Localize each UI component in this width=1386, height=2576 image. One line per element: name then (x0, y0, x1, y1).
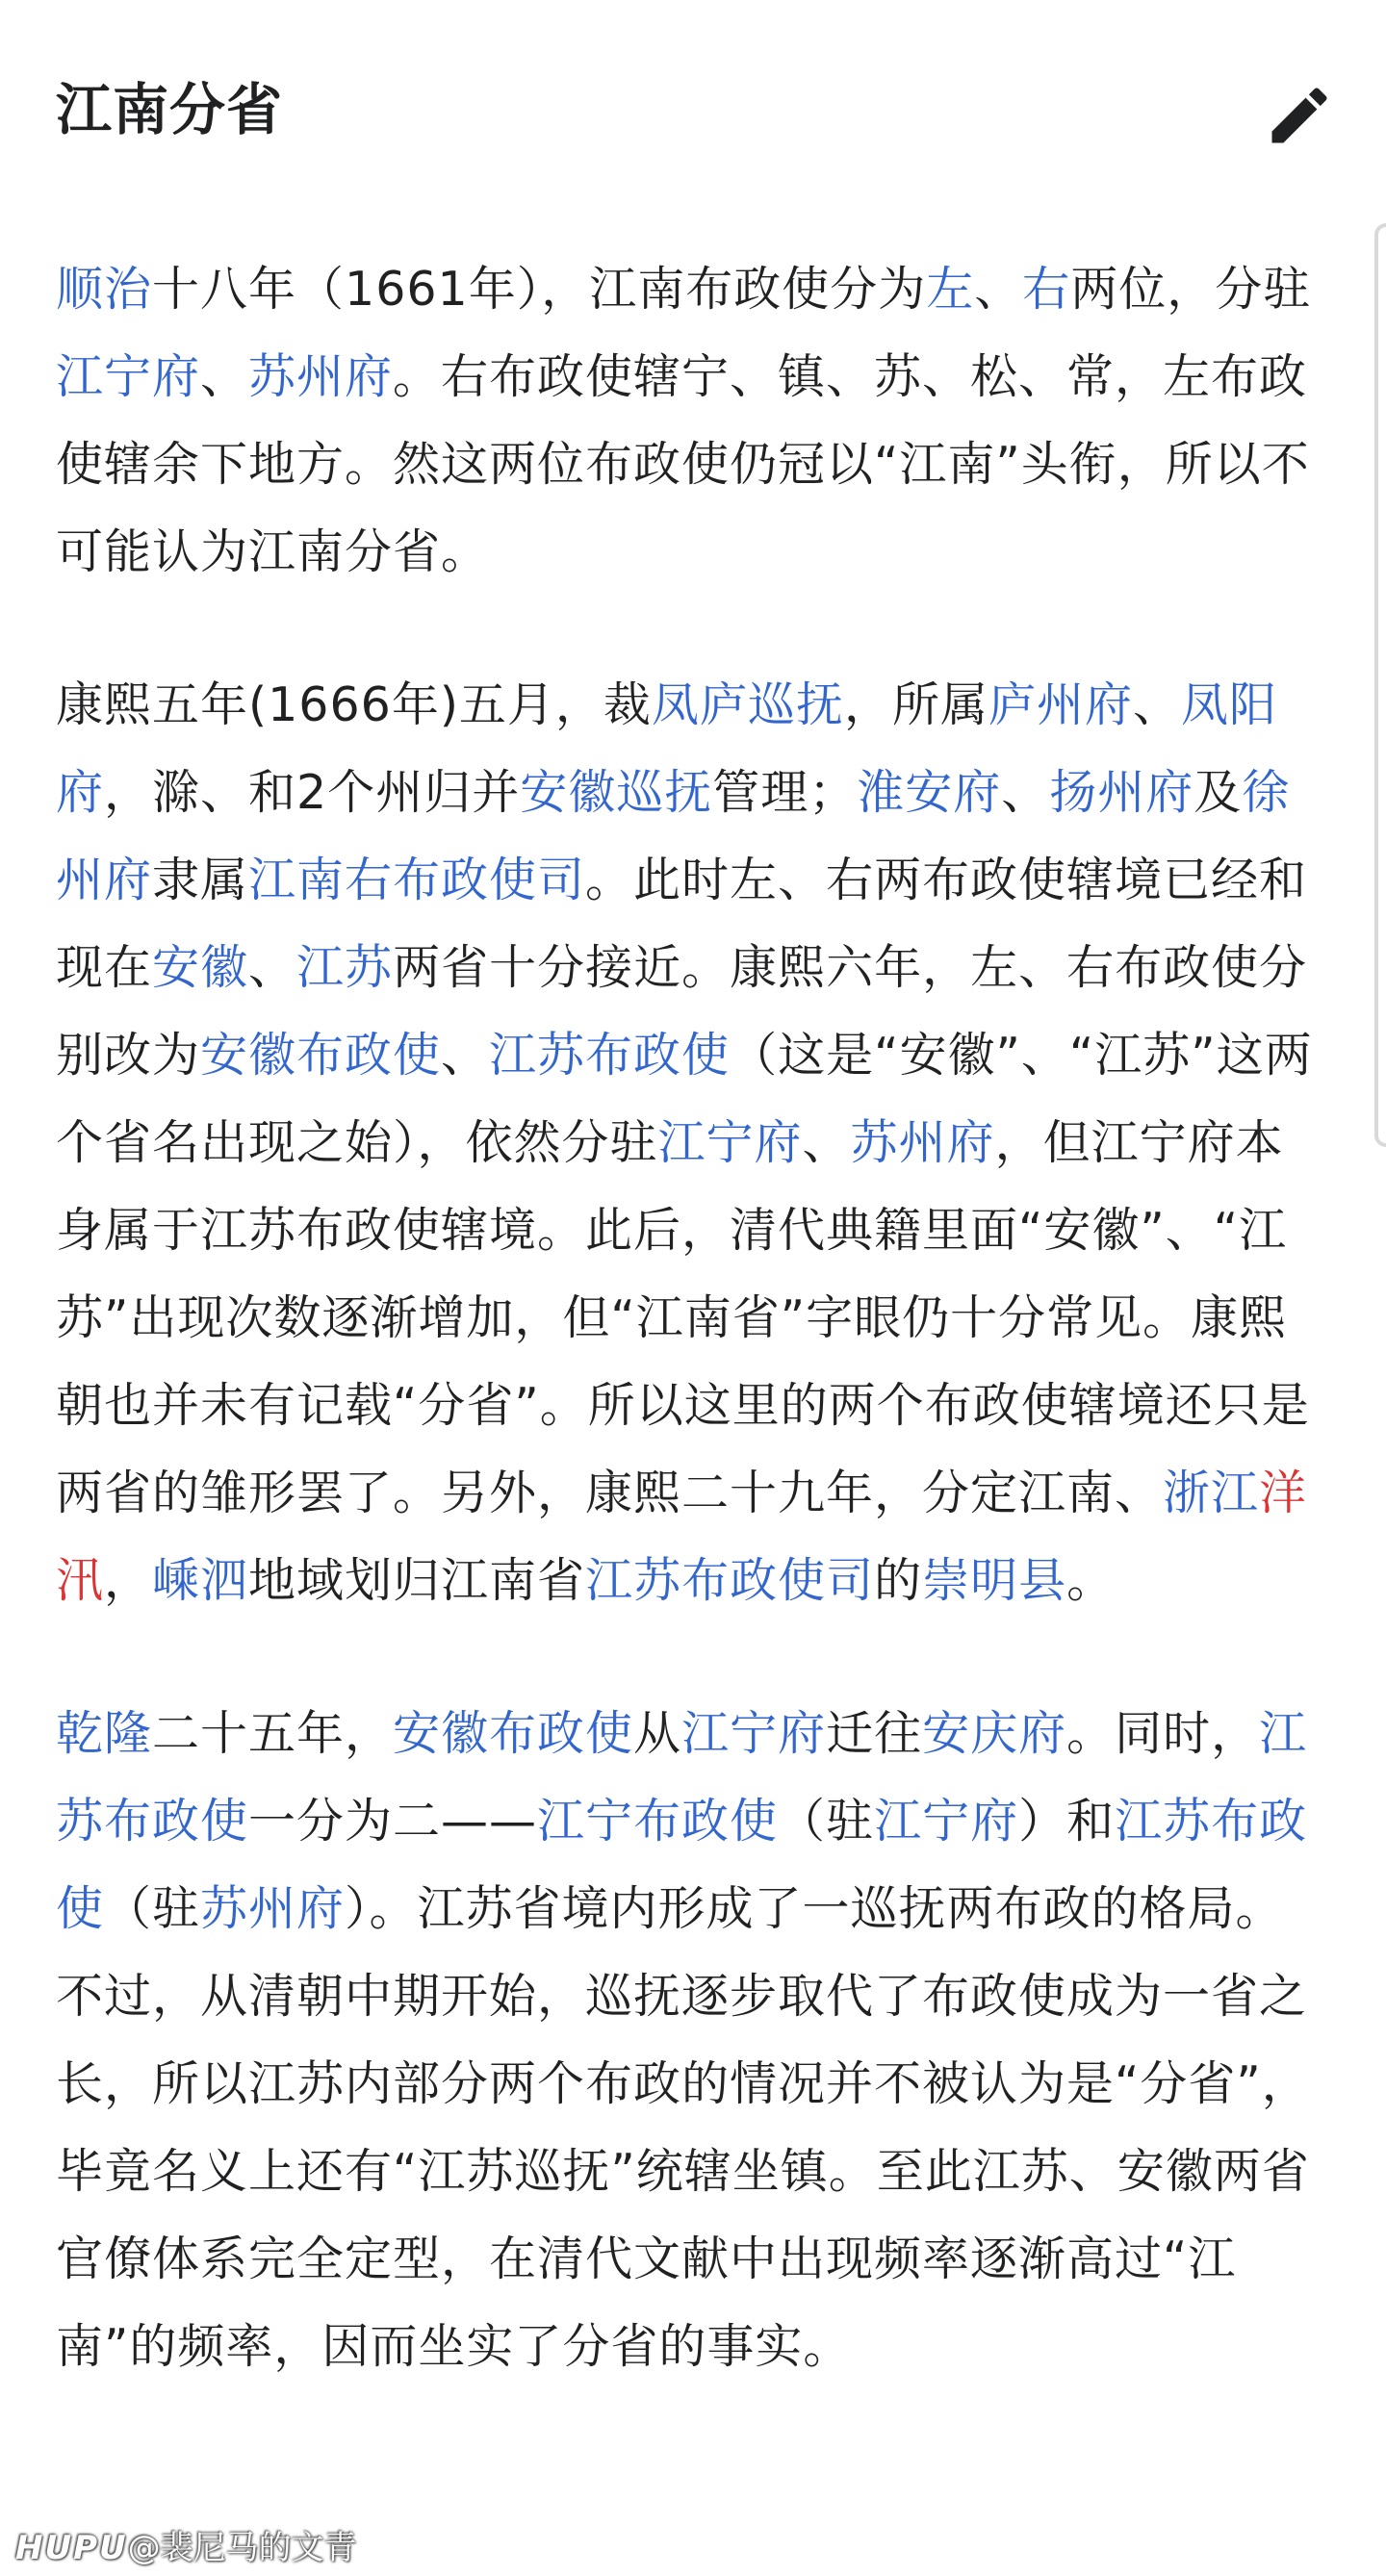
article-link[interactable]: 江宁府 (657, 1115, 803, 1170)
paragraph-shunzhi (56, 245, 1331, 596)
article-link[interactable]: 江宁府 (56, 349, 201, 404)
article-text: 、 (1132, 677, 1181, 732)
article-content (56, 245, 1331, 2456)
article-link[interactable]: 凤阳府 (56, 677, 1278, 820)
article-text: ）。江苏省境内形成了一巡抚两布政的格局。不过，从清朝中期开始，巡抚逐步取代了布政使成为一省之长，所以江苏内部分两个布政的情况并不被认为是“分省”，毕竟名义上还有“江苏巡抚”统辖坐镇。至此江苏、安徽两省官僚体系完全定型，在清代文献中出现频率逐渐高过“江南”的频率，因而坐实了分省的事实。 (56, 1881, 1310, 2374)
article-text: 。此时左、右两布政使辖境已经和现在 (56, 853, 1308, 995)
section-header (56, 67, 1336, 164)
article-text: 康熙五年(1666年)五月，裁 (56, 677, 652, 732)
article-text: ）和 (1018, 1794, 1116, 1849)
watermark (15, 2521, 357, 2568)
paragraph-kangxi (56, 661, 1331, 1624)
article-link[interactable]: 江宁府 (874, 1794, 1019, 1849)
article-link[interactable]: 徐州府 (56, 765, 1291, 907)
edit-button[interactable] (1263, 79, 1336, 152)
article-text: 一分为二—— (248, 1794, 538, 1849)
article-link[interactable]: 凤庐巡抚 (651, 677, 844, 732)
article-link[interactable]: 崇明县 (922, 1553, 1067, 1608)
article-text: 十八年（1661年），江南布政使分为 (152, 262, 927, 317)
article-text: 迁往 (826, 1706, 923, 1761)
article-text: （驻 (104, 1881, 201, 1936)
article-link[interactable]: 淮安府 (857, 765, 1002, 820)
article-link[interactable]: 嵊泗 (152, 1553, 249, 1608)
article-text: 、 (441, 1028, 490, 1083)
article-text: 、 (1001, 765, 1050, 820)
article-text: 从 (633, 1706, 682, 1761)
article-text: 。 (1066, 1553, 1116, 1608)
article-text: 管理； (712, 765, 858, 820)
article-link[interactable]: 江宁府 (681, 1706, 827, 1761)
article-text: ，但江宁府本身属于江苏布政使辖境。此后，清代典籍里面“安徽”、“江苏”出现次数逐渐增加，但“江南省”字眼仍十分常见。康熙朝也并未有记载“分省”。所以这里的两个布政使辖境还只是两省的雏形罢了。另外，康熙二十九年，分定江南、 (56, 1115, 1310, 1520)
article-link[interactable]: 江苏布政使 (489, 1028, 731, 1083)
article-link[interactable]: 苏州府 (850, 1115, 995, 1170)
article-text: ，滁、和2个州归并 (104, 765, 521, 820)
scroll-indicator[interactable] (1374, 223, 1386, 1147)
article-text: 、 (974, 262, 1023, 317)
article-text: 、 (248, 940, 297, 995)
article-link[interactable]: 江宁布政使 (537, 1794, 779, 1849)
article-text: 地域划归江南省 (248, 1553, 586, 1608)
article-text: ， (104, 1553, 153, 1608)
article-link[interactable]: 安徽布政使 (200, 1028, 442, 1083)
article-text: 、 (200, 349, 249, 404)
article-link[interactable]: 浙江 (1163, 1466, 1260, 1520)
article-text: ，所属 (843, 677, 988, 732)
article-redlink[interactable]: 洋汛 (56, 1466, 1308, 1608)
article-link[interactable]: 江苏布政使 (56, 1794, 1308, 1936)
article-text: 及 (1194, 765, 1243, 820)
article-link[interactable]: 左 (926, 262, 975, 317)
article-text: （驻 (778, 1794, 875, 1849)
watermark-brand: HUPU (15, 2529, 128, 2567)
article-text: 。同时， (1066, 1706, 1260, 1761)
article-text: 二十五年， (152, 1706, 394, 1761)
article-link[interactable]: 江南右布政使司 (248, 853, 586, 907)
article-link[interactable]: 安庆府 (922, 1706, 1067, 1761)
article-link[interactable]: 乾隆 (56, 1706, 153, 1761)
section-title: 江南分省 (56, 77, 284, 142)
article-link[interactable]: 扬州府 (1049, 765, 1194, 820)
article-link[interactable]: 安徽 (152, 940, 249, 995)
pencil-icon (1263, 79, 1336, 152)
article-link[interactable]: 右 (1022, 262, 1071, 317)
article-text: 、 (802, 1115, 851, 1170)
article-text: 隶属 (152, 853, 249, 907)
article-text: 的 (874, 1553, 923, 1608)
article-link[interactable]: 安徽巡抚 (520, 765, 713, 820)
article-link[interactable]: 安徽布政使 (393, 1706, 634, 1761)
article-text: 两省十分接近。康熙六年，左、右布政使分别改为 (56, 940, 1308, 1083)
article-link[interactable]: 苏州府 (248, 349, 394, 404)
paragraph-qianlong (56, 1690, 1331, 2390)
article-text: 两位，分驻 (1070, 262, 1312, 317)
watermark-handle: @裴尼马的文青 (127, 2529, 357, 2567)
article-text: （这是“安徽”、“江苏”这两个省名出现之始），依然分驻 (56, 1028, 1313, 1170)
article-text: 。右布政使辖宁、镇、苏、松、常，左布政使辖余下地方。然这两位布政使仍冠以“江南”头衔，所以不可能认为江南分省。 (56, 349, 1310, 579)
article-link[interactable]: 顺治 (56, 262, 153, 317)
article-link[interactable]: 江苏 (296, 940, 394, 995)
article-link[interactable]: 江苏布政使 (56, 1706, 1308, 1849)
article-link[interactable]: 江苏布政使司 (585, 1553, 875, 1608)
article-link[interactable]: 苏州府 (200, 1881, 346, 1936)
article-link[interactable]: 庐州府 (988, 677, 1133, 732)
